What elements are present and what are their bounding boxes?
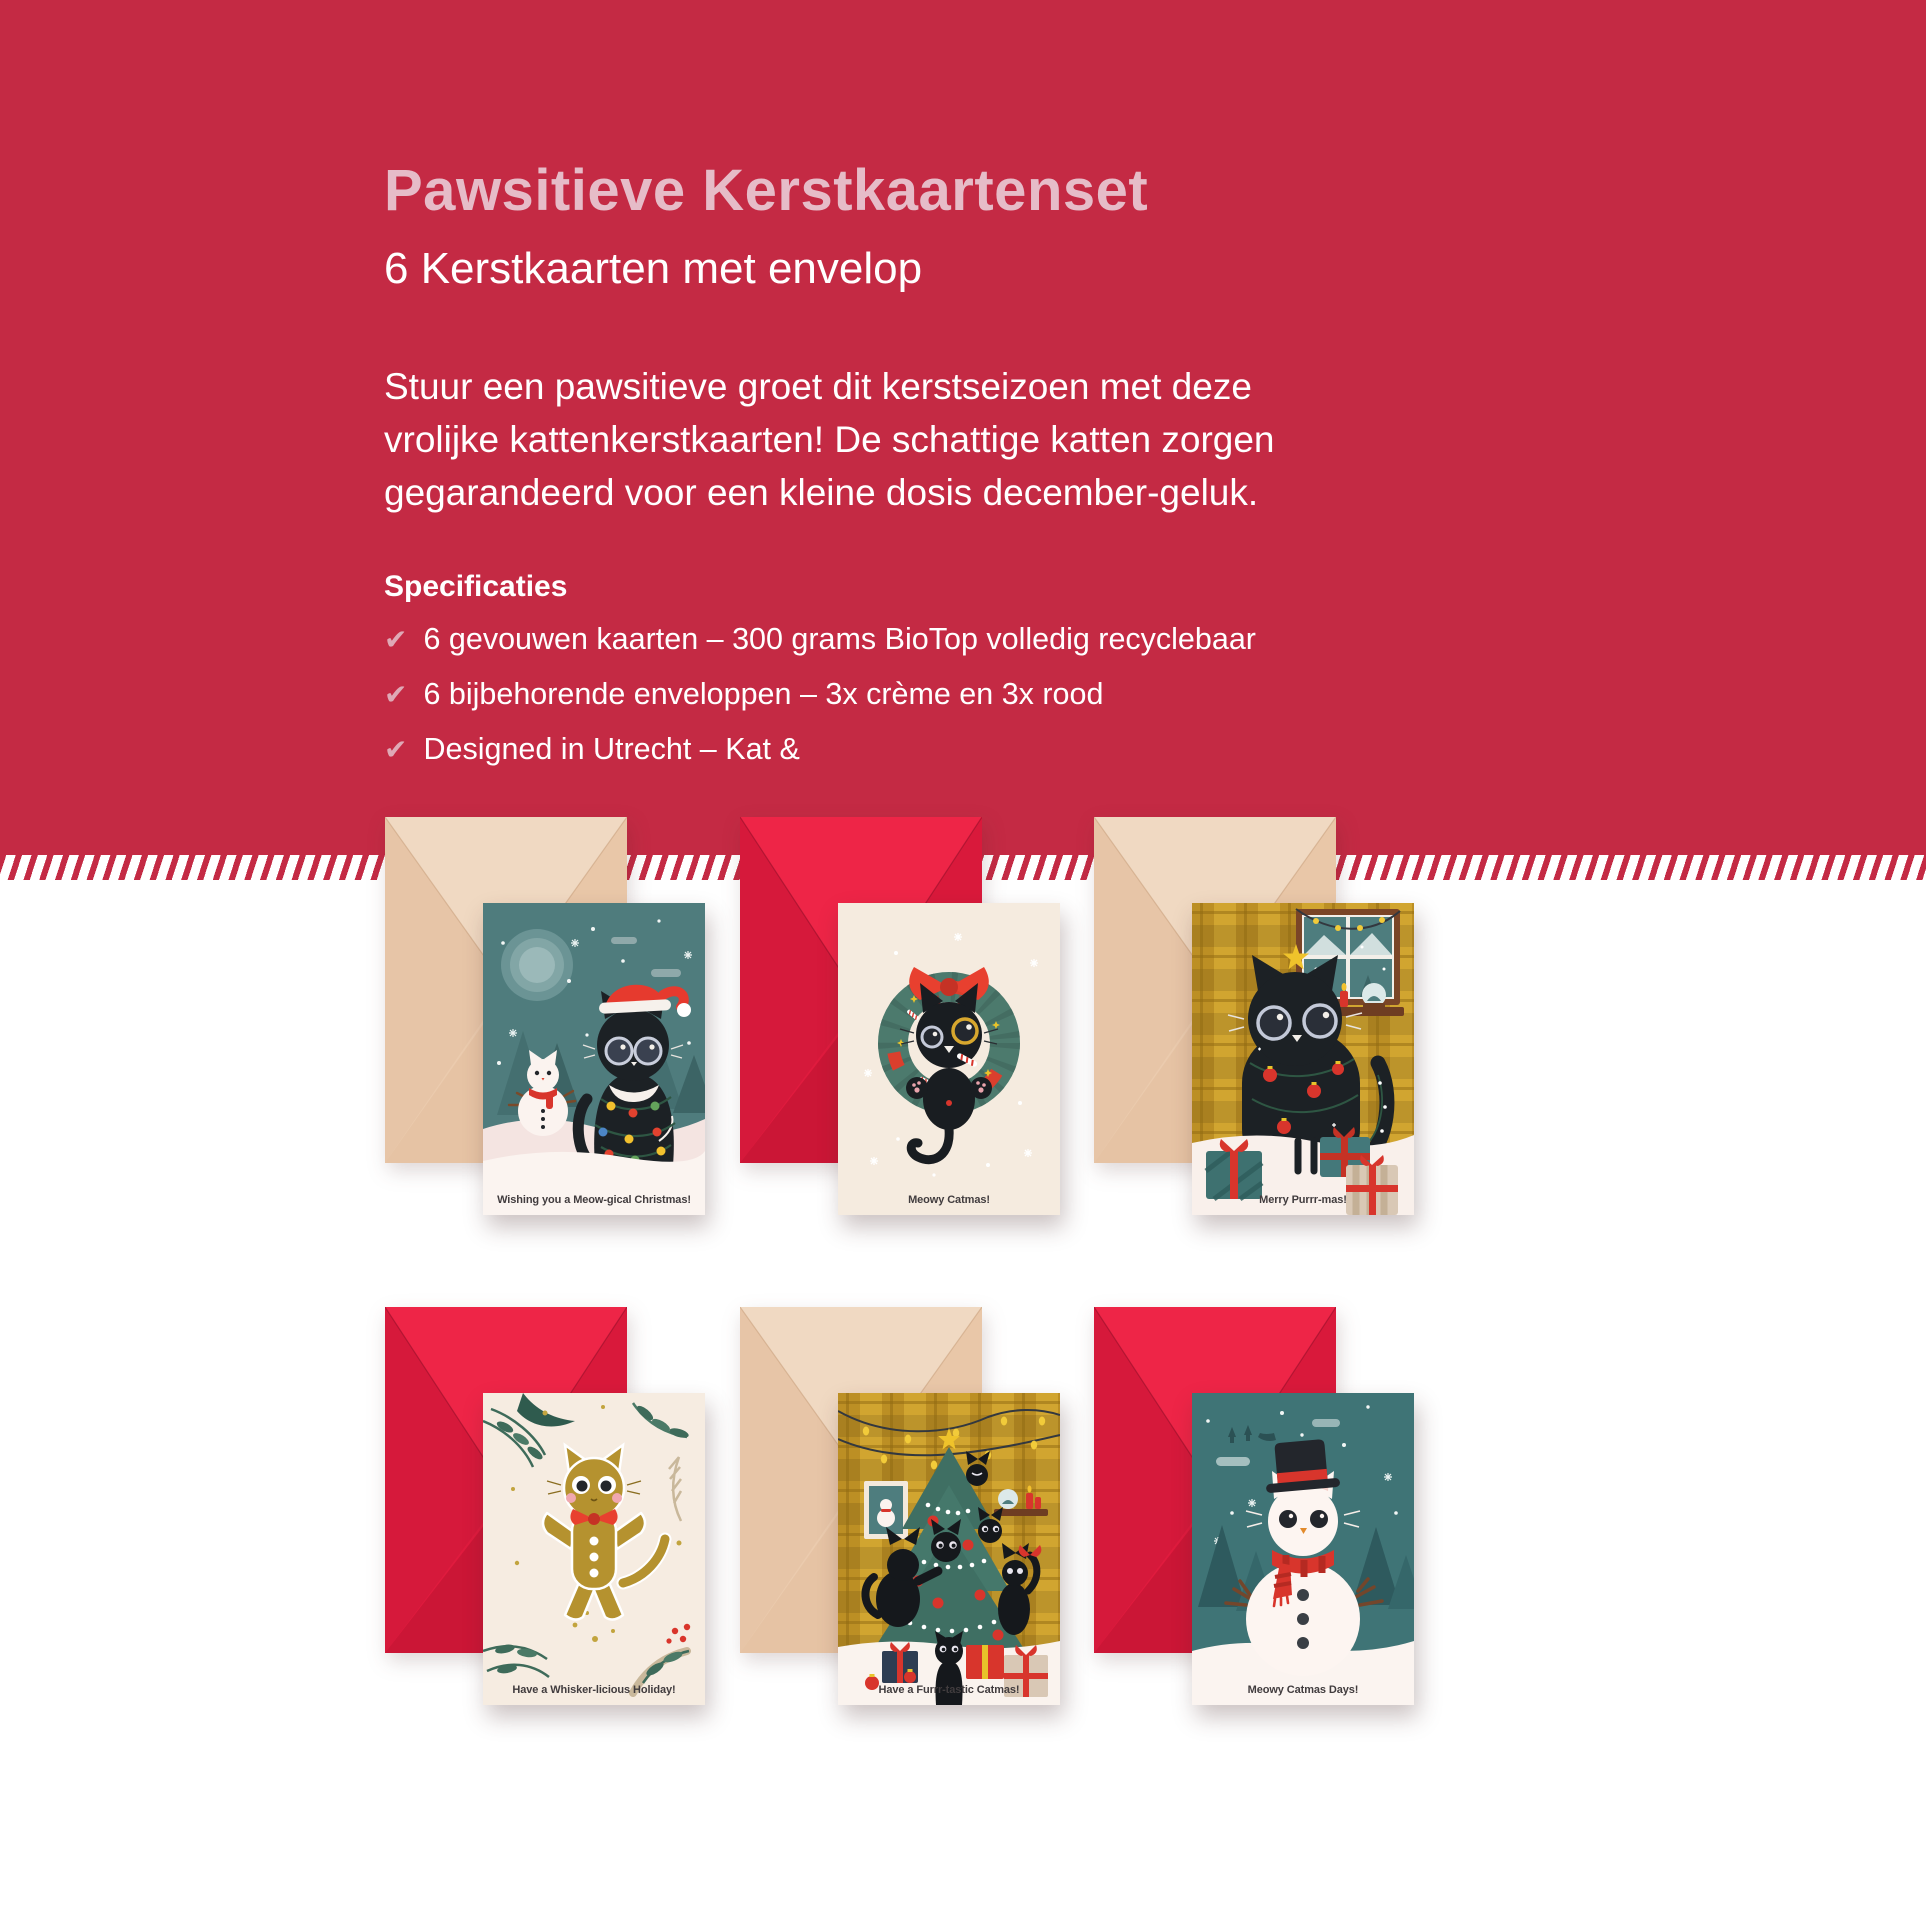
description-line: vrolijke kattenkerstkaarten! De schattige katten zorgen: [384, 419, 1275, 460]
christmas-card-catmas-days: [1192, 1393, 1414, 1705]
christmas-card-whiskerlicious: [483, 1393, 705, 1705]
check-icon: ✔: [384, 678, 408, 710]
product-card-set-5: [740, 1307, 1062, 1707]
spec-item: [384, 612, 1256, 667]
card-caption: Have a Whisker-licious Holiday!: [512, 1684, 676, 1696]
check-icon: ✔: [384, 733, 408, 765]
specs-list: [384, 612, 1256, 777]
card-caption: Merry Purrr-mas!: [1259, 1194, 1347, 1206]
card-caption: Meowy Catmas Days!: [1247, 1684, 1359, 1696]
hero-section: [0, 0, 1926, 855]
product-card-set-4: [385, 1307, 707, 1707]
spec-label: 6 gevouwen kaarten – 300 grams BioTop volledig recyclebaar: [423, 622, 1256, 656]
spec-item: [384, 667, 1256, 722]
product-description: [384, 360, 1275, 519]
christmas-card-merry-purrmas: [1192, 903, 1414, 1215]
card-caption: Wishing you a Meow-gical Christmas!: [497, 1194, 691, 1206]
christmas-card-meowy-catmas: [838, 903, 1060, 1215]
specs-heading: Specificaties: [384, 570, 568, 603]
christmas-card-furrtastic: [838, 1393, 1060, 1705]
product-card-set-2: [740, 817, 1062, 1217]
christmas-card-meowgical: [483, 903, 705, 1215]
description-line: Stuur een pawsitieve groet dit kerstseizoen met deze: [384, 366, 1252, 407]
description-line: gegarandeerd voor een kleine dosis december-geluk.: [384, 472, 1259, 513]
product-card-set-6: [1094, 1307, 1416, 1707]
spec-item: [384, 722, 1256, 777]
product-card-set-3: [1094, 817, 1416, 1217]
card-caption: Have a Furrr-tastic Catmas!: [878, 1684, 1020, 1696]
check-icon: ✔: [384, 623, 408, 655]
spec-label: Designed in Utrecht – Kat &: [423, 732, 800, 766]
card-caption: Meowy Catmas!: [908, 1194, 990, 1206]
page-subtitle: 6 Kerstkaarten met envelop: [384, 244, 923, 293]
page-title: Pawsitieve Kerstkaartenset: [384, 158, 1149, 223]
spec-label: 6 bijbehorende enveloppen – 3x crème en 3x rood: [423, 677, 1104, 711]
product-card-set-1: [385, 817, 707, 1217]
